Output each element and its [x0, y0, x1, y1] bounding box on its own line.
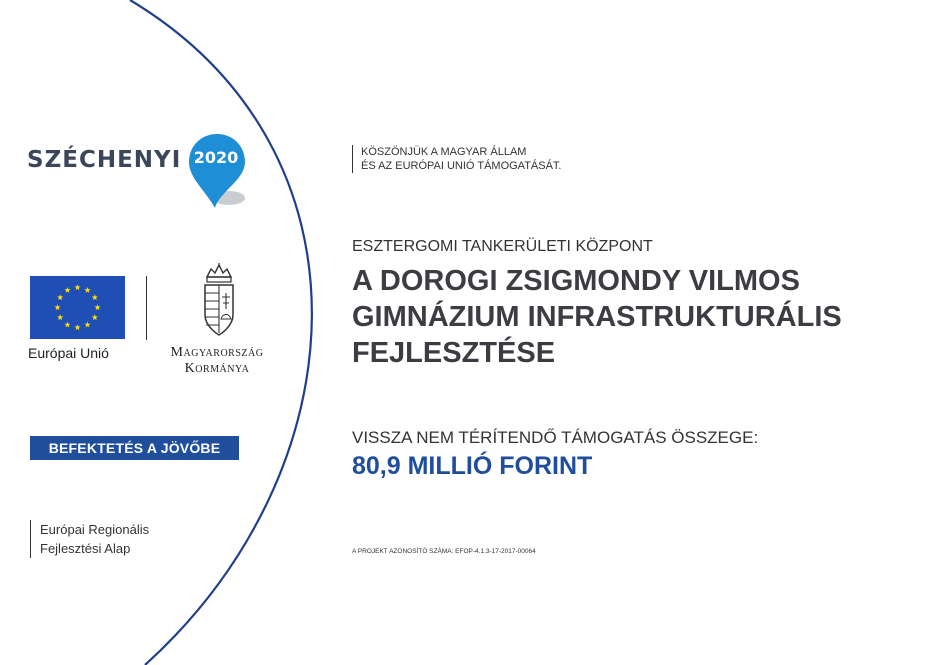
szechenyi-wordmark: SZÉCHENYI	[27, 147, 182, 173]
invest-in-future-badge: BEFEKTETÉS A JÖVŐBE	[30, 436, 239, 460]
organization-name: ESZTERGOMI TANKERÜLETI KÖZPONT	[352, 238, 653, 255]
project-title: A DOROGI ZSIGMONDY VILMOS GIMNÁZIUM INFRASTRUKTURÁLIS FEJLESZTÉSE	[352, 265, 842, 369]
map-pin-icon	[187, 132, 247, 212]
szechenyi-2020-logo	[27, 132, 247, 212]
government-label: Magyarország Kormánya	[170, 345, 264, 376]
szechenyi-year: 2020	[193, 148, 239, 167]
project-id: A PROJEKT AZONOSÍTÓ SZÁMA: EFOP-4.1.3-17-2017-00064	[352, 548, 536, 555]
eu-label: Európai Unió	[28, 345, 109, 361]
support-amount: 80,9 MILLIÓ FORINT	[352, 452, 593, 480]
logo-divider	[146, 276, 147, 340]
regional-fund-label: Európai Regionális Fejlesztési Alap	[30, 520, 149, 558]
support-label: VISSZA NEM TÉRÍTENDŐ TÁMOGATÁS ÖSSZEGE:	[352, 428, 759, 447]
hungarian-coat-of-arms-icon	[197, 263, 241, 341]
eu-flag-icon	[30, 276, 125, 339]
thanks-note: KÖSZÖNJÜK A MAGYAR ÁLLAM ÉS AZ EURÓPAI UNIÓ TÁMOGATÁSÁT.	[352, 145, 561, 173]
